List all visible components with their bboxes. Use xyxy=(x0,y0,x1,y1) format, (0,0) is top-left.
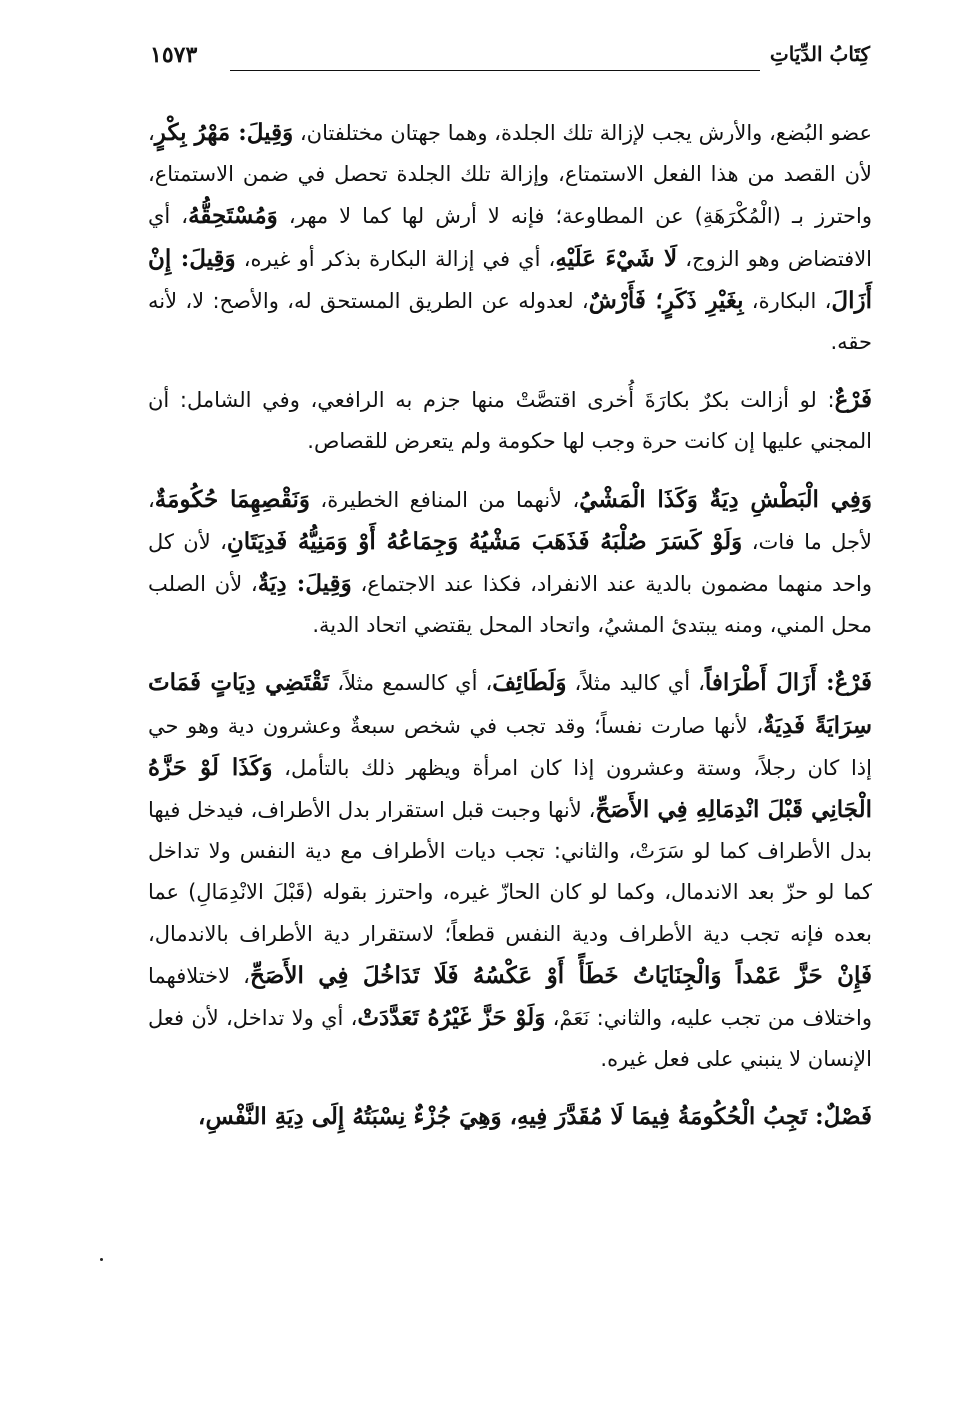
page-header xyxy=(150,30,870,80)
commentary-text: عضو البُضع، والأرش يجب لإزالة تلك الجلدة، وهما جهتان مختلفتان، xyxy=(293,121,873,145)
paragraph-4 xyxy=(148,662,872,1080)
matn-text: وَقِيلَ: دِيَةٌ xyxy=(257,570,352,598)
matn-text: فَصْلٌ: تَجِبُ الْحُكُومَةُ فِيمَا لَا مُقَدَّرَ فِيهِ، وَهِيَ جُزْءٌ نِسْبَتُهُ إِلَى دِيَةِ النَّفْسِ، xyxy=(198,1103,872,1131)
commentary-text: ، لأن القصد من هذا الفعل الاستمتاع، وإزالة تلك الجلدة تحصل في ضمن الاستمتاع، واحترز بـ (الْمُكْرَهَةِ) عن المطاوعة؛ فإنه لا أرش لها كما لا مهر، xyxy=(148,121,872,229)
matn-text: وَلَطَائِفَ xyxy=(492,669,567,697)
commentary-text: : لو أزالت بكرٌ بكارَةَ أُخرى اقتصَّتْ منها جزم به الرافعي، وفي الشامل: أن المجني عليها إن كانت حرة وجب لها حكومة ولم يتعرض للقصاص. xyxy=(148,388,872,454)
matn-text: وَمُسْتَحِقُّهُ xyxy=(188,202,278,230)
page-body xyxy=(148,112,872,1155)
commentary-text: ، لأنها وجبت قبل استقرار بدل الأطراف، فيدخل فيها بدل الأطراف كما لو سَرَتْ، والثاني: تجب ديات الأطراف مع دية النفس ولا تداخل كما لو حزّ بعد الاندمال، وكما لو كان الحازّ غيره، واحترز بقوله (قَبْلَ الانْدِمَالِ) عما بعده فإنه تجب دية الأطراف ودية النفس قطعاً؛ لاستقرار دية الأطراف بالاندمال، xyxy=(148,798,872,946)
commentary-text: ، أي الافتضاض وهو الزوج، xyxy=(148,204,872,271)
commentary-text: ، لأن الصلب محل المني، ومنه يبتدئ المشيُ، واتحاد المحل يقتضي اتحاد الدية. xyxy=(148,572,872,638)
paragraph-1 xyxy=(148,112,872,363)
commentary-text: ، لأنها صارت نفساً؛ وقد تجب في شخص سبعةٌ وعشرون دية وهو حي إذا كان رجلاً، وستة وعشرون إذا كان امرأة ويظهر ذلك بالتأمل، xyxy=(148,713,872,780)
matn-text: وَكَذَا لَوْ حَزَّهُ الْجَانِي قَبْلَ انْدِمَالِهِ فِي الأَصَحِّ xyxy=(148,753,872,824)
matn-text: وَلَوْ كَسَرَ صُلْبَهُ فَذَهَبَ مَشْيُهُ وَجِمَاعُهُ أَوْ وَمَنِيُّهُ فَدِيَتَانِ xyxy=(226,527,743,555)
matn-text: وَقِيلَ: مَهْرُ بِكْرٍ xyxy=(154,119,294,146)
matn-text: تَقْتَضِي دِيَاتٍ فَمَاتَ سِرَايَةً فَدِيَةٌ xyxy=(148,669,872,739)
commentary-text: ، أي ولا تداخل، لأن فعل الإنسان لا ينبني على فعل غيره. xyxy=(148,1006,872,1072)
commentary-text: ، البكارة، xyxy=(743,288,832,313)
matn-text: وَنَقْصِهِمَا حُكُومَةٌ xyxy=(154,485,310,513)
matn-text: لَا شَيْءَ عَلَيْهِ xyxy=(555,244,678,272)
matn-text: وَفِي الْبَطْشِ دِيَةٌ وَكَذَا الْمَشْيُ xyxy=(579,485,872,513)
stray-mark xyxy=(100,1258,103,1261)
matn-text: وَلَوْ حَزَّ غَيْرُهُ تَعَدَّدَتْ xyxy=(357,1004,546,1032)
matn-text: فَرْعٌ xyxy=(834,386,872,414)
paragraph-3 xyxy=(148,479,872,647)
paragraph-2 xyxy=(148,379,872,462)
matn-text: فَإِنْ حَزَّ عَمْداً وَالْجِنَايَاتُ خَطَأً أَوْ عَكْسُهُ فَلَا تَدَاخُلَ فِي الأَصَحِّ xyxy=(249,961,872,989)
matn-text: وَقِيلَ: إِنْ أَزَالَ xyxy=(148,244,872,314)
commentary-text: ، لأجل ما فات، xyxy=(148,487,872,554)
commentary-text: ، لأن كل واحد منهما مضمون بالدية عند الانفراد، فكذا عند الاجتماع، xyxy=(148,529,872,597)
commentary-text: ، أي كالسمع مثلاً، xyxy=(329,671,493,696)
header-rule xyxy=(230,70,760,71)
matn-text: بِغَيْرِ ذَكَرٍ؛ فَأَرْشٌ xyxy=(588,286,744,314)
commentary-text: ، لعدوله عن الطريق المستحق له، والأصح: لا، لأنه حقه. xyxy=(148,288,872,355)
commentary-text: ، لاختلافهما واختلاف من تجب عليه، والثاني: نَعَمْ، xyxy=(148,963,872,1031)
page-number: ١٥٧٣ xyxy=(150,42,198,68)
running-title: كِتَابُ الدِّيَاتِ xyxy=(769,42,870,66)
commentary-text: ، لأنهما من المنافع الخطيرة، xyxy=(310,487,580,512)
matn-text: فَرْعٌ: أَزَالَ أَطْرَافاً xyxy=(704,669,872,697)
commentary-text: ، أي كاليد مثلاً، xyxy=(566,671,705,696)
paragraph-5 xyxy=(148,1096,872,1138)
commentary-text: ، أي في إزالة البكارة بذكر أو غيره، xyxy=(235,246,556,271)
